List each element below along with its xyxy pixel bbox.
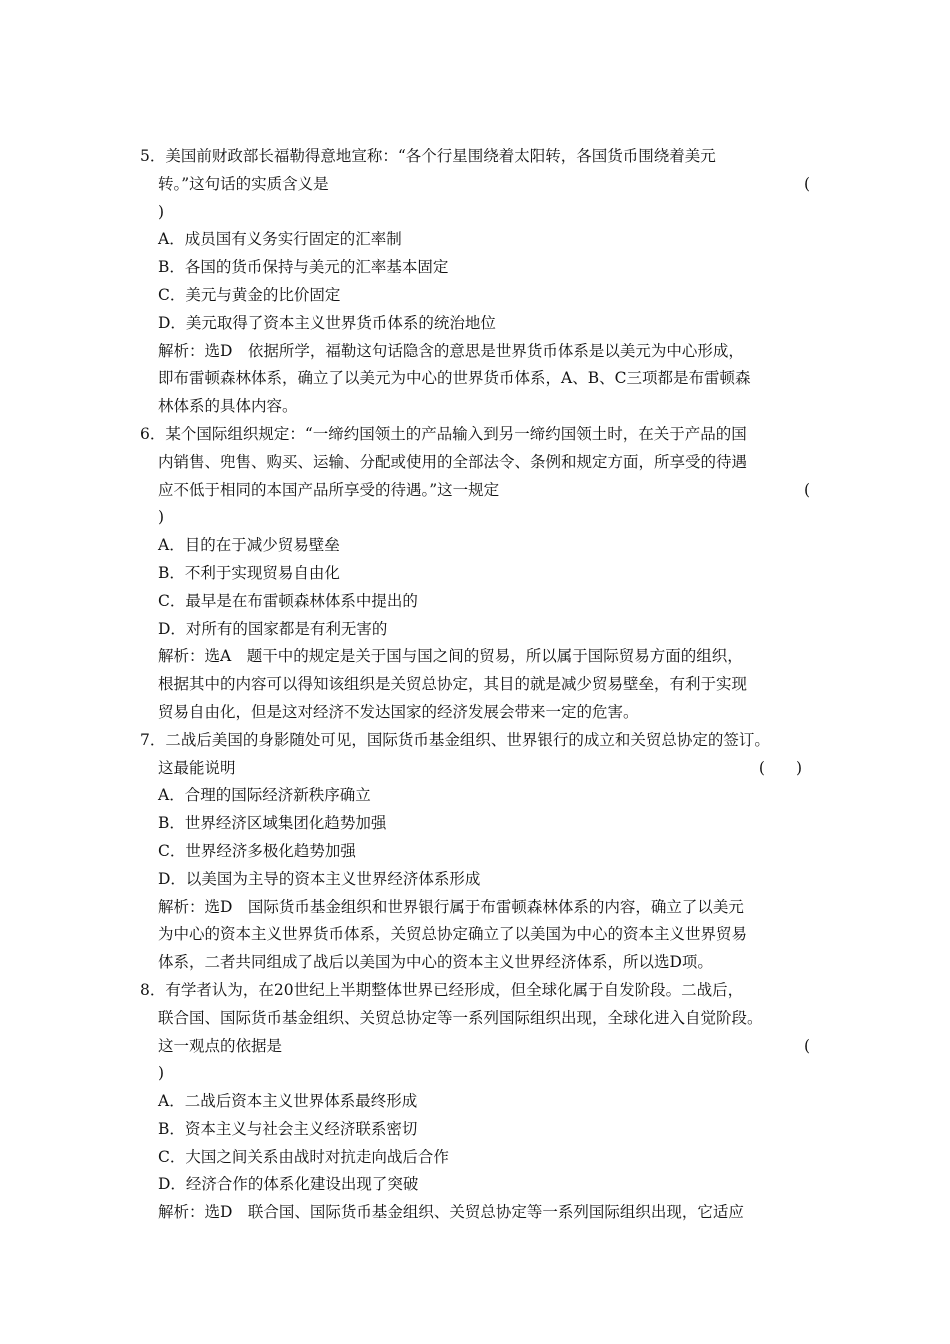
option-a: A．成员国有义务实行固定的汇率制 <box>158 230 402 249</box>
option-b: B．世界经济区域集团化趋势加强 <box>158 814 387 833</box>
option-a: A．二战后资本主义世界体系最终形成 <box>158 1092 418 1111</box>
option-c: C．最早是在布雷顿森林体系中提出的 <box>158 591 418 610</box>
question-stem-line: 6．某个国际组织规定：“一缔约国领土的产品输入到另一缔约国领土时，在关于产品的国 <box>140 424 747 443</box>
option-d: D．美元取得了资本主义世界货币体系的统治地位 <box>158 313 496 332</box>
option-d: D．经济合作的体系化建设出现了突破 <box>158 1175 419 1194</box>
question-stem-text: 这最能说明 <box>158 758 236 777</box>
option-a: A．合理的国际经济新秩序确立 <box>158 786 371 805</box>
analysis-line: 即布雷顿森林体系，确立了以美元为中心的世界货币体系，A、B、C三项都是布雷顿森 <box>158 369 751 388</box>
question-stem-line: 5．美国前财政部长福勒得意地宣称：“各个行星围绕着太阳转，各国货币围绕着美元 <box>140 147 716 165</box>
option-c: C．大国之间关系由战时对抗走向战后合作 <box>158 1147 449 1166</box>
option-d: D．对所有的国家都是有利无害的 <box>158 619 388 638</box>
question-list <box>140 143 812 1227</box>
option-b: B．各国的货币保持与美元的汇率基本固定 <box>158 258 449 277</box>
question-stem-line: 内销售、兜售、购买、运输、分配或使用的全部法令、条例和规定方面，所享受的待遇 <box>158 452 748 471</box>
answer-paren-open: ( <box>803 480 810 499</box>
answer-paren-close: ) <box>158 1064 165 1083</box>
answer-paren-close: ) <box>158 202 165 221</box>
question-stem-text: 应不低于相同的本国产品所享受的待遇。”这一规定 <box>158 480 500 499</box>
question-stem-text: 转。”这句话的实质含义是 <box>158 174 329 193</box>
analysis-line: 林体系的具体内容。 <box>158 397 298 416</box>
answer-paren-close: ) <box>158 508 165 527</box>
answer-paren-open: ( <box>803 1036 810 1055</box>
question-stem-line <box>140 171 812 199</box>
analysis-line: 解析：选D 国际货币基金组织和世界银行属于布雷顿森林体系的内容，确立了以美元 <box>158 897 744 916</box>
question-5 <box>140 143 812 421</box>
analysis-line: 体系，二者共同组成了战后以美国为中心的资本主义世界经济体系，所以选D项。 <box>158 953 713 972</box>
option-a: A．目的在于减少贸易壁垒 <box>158 536 340 555</box>
question-7 <box>140 727 812 977</box>
question-stem-line: 7．二战后美国的身影随处可见，国际货币基金组织、世界银行的成立和关贸总协定的签订。 <box>140 730 770 749</box>
analysis-line: 解析：选A 题干中的规定是关于国与国之间的贸易，所以属于国际贸易方面的组织， <box>158 647 743 666</box>
question-stem-line <box>140 755 812 783</box>
question-stem-text: 这一观点的依据是 <box>158 1036 283 1055</box>
analysis-line: 解析：选D 联合国、国际货币基金组织、关贸总协定等一系列国际组织出现，它适应 <box>158 1203 744 1222</box>
answer-paren: ( ) <box>758 758 802 777</box>
question-stem-line: 联合国、国际货币基金组织、关贸总协定等一系列国际组织出现，全球化进入自觉阶段。 <box>158 1008 763 1027</box>
analysis-line: 为中心的资本主义世界货币体系，关贸总协定确立了以美国为中心的资本主义世界贸易 <box>158 925 748 944</box>
analysis-line: 解析：选D 依据所学，福勒这句话隐含的意思是世界货币体系是以美元为中心形成， <box>158 341 744 360</box>
analysis-line: 根据其中的内容可以得知该组织是关贸总协定，其目的就是减少贸易壁垒，有利于实现 <box>158 675 748 694</box>
option-b: B．资本主义与社会主义经济联系密切 <box>158 1119 418 1138</box>
option-d: D．以美国为主导的资本主义世界经济体系形成 <box>158 869 481 888</box>
option-b: B．不利于实现贸易自由化 <box>158 563 340 582</box>
option-c: C．美元与黄金的比价固定 <box>158 285 341 304</box>
option-c: C．世界经济多极化趋势加强 <box>158 841 356 860</box>
question-stem-line <box>140 1033 812 1061</box>
answer-paren-open: ( <box>803 174 810 193</box>
question-stem-line: 8．有学者认为，在20世纪上半期整体世界已经形成，但全球化属于自发阶段。二战后， <box>140 980 744 999</box>
question-6 <box>140 421 812 727</box>
analysis-line: 贸易自由化，但是这对经济不发达国家的经济发展会带来一定的危害。 <box>158 702 639 721</box>
question-stem-line <box>140 477 812 505</box>
question-8 <box>140 977 812 1227</box>
